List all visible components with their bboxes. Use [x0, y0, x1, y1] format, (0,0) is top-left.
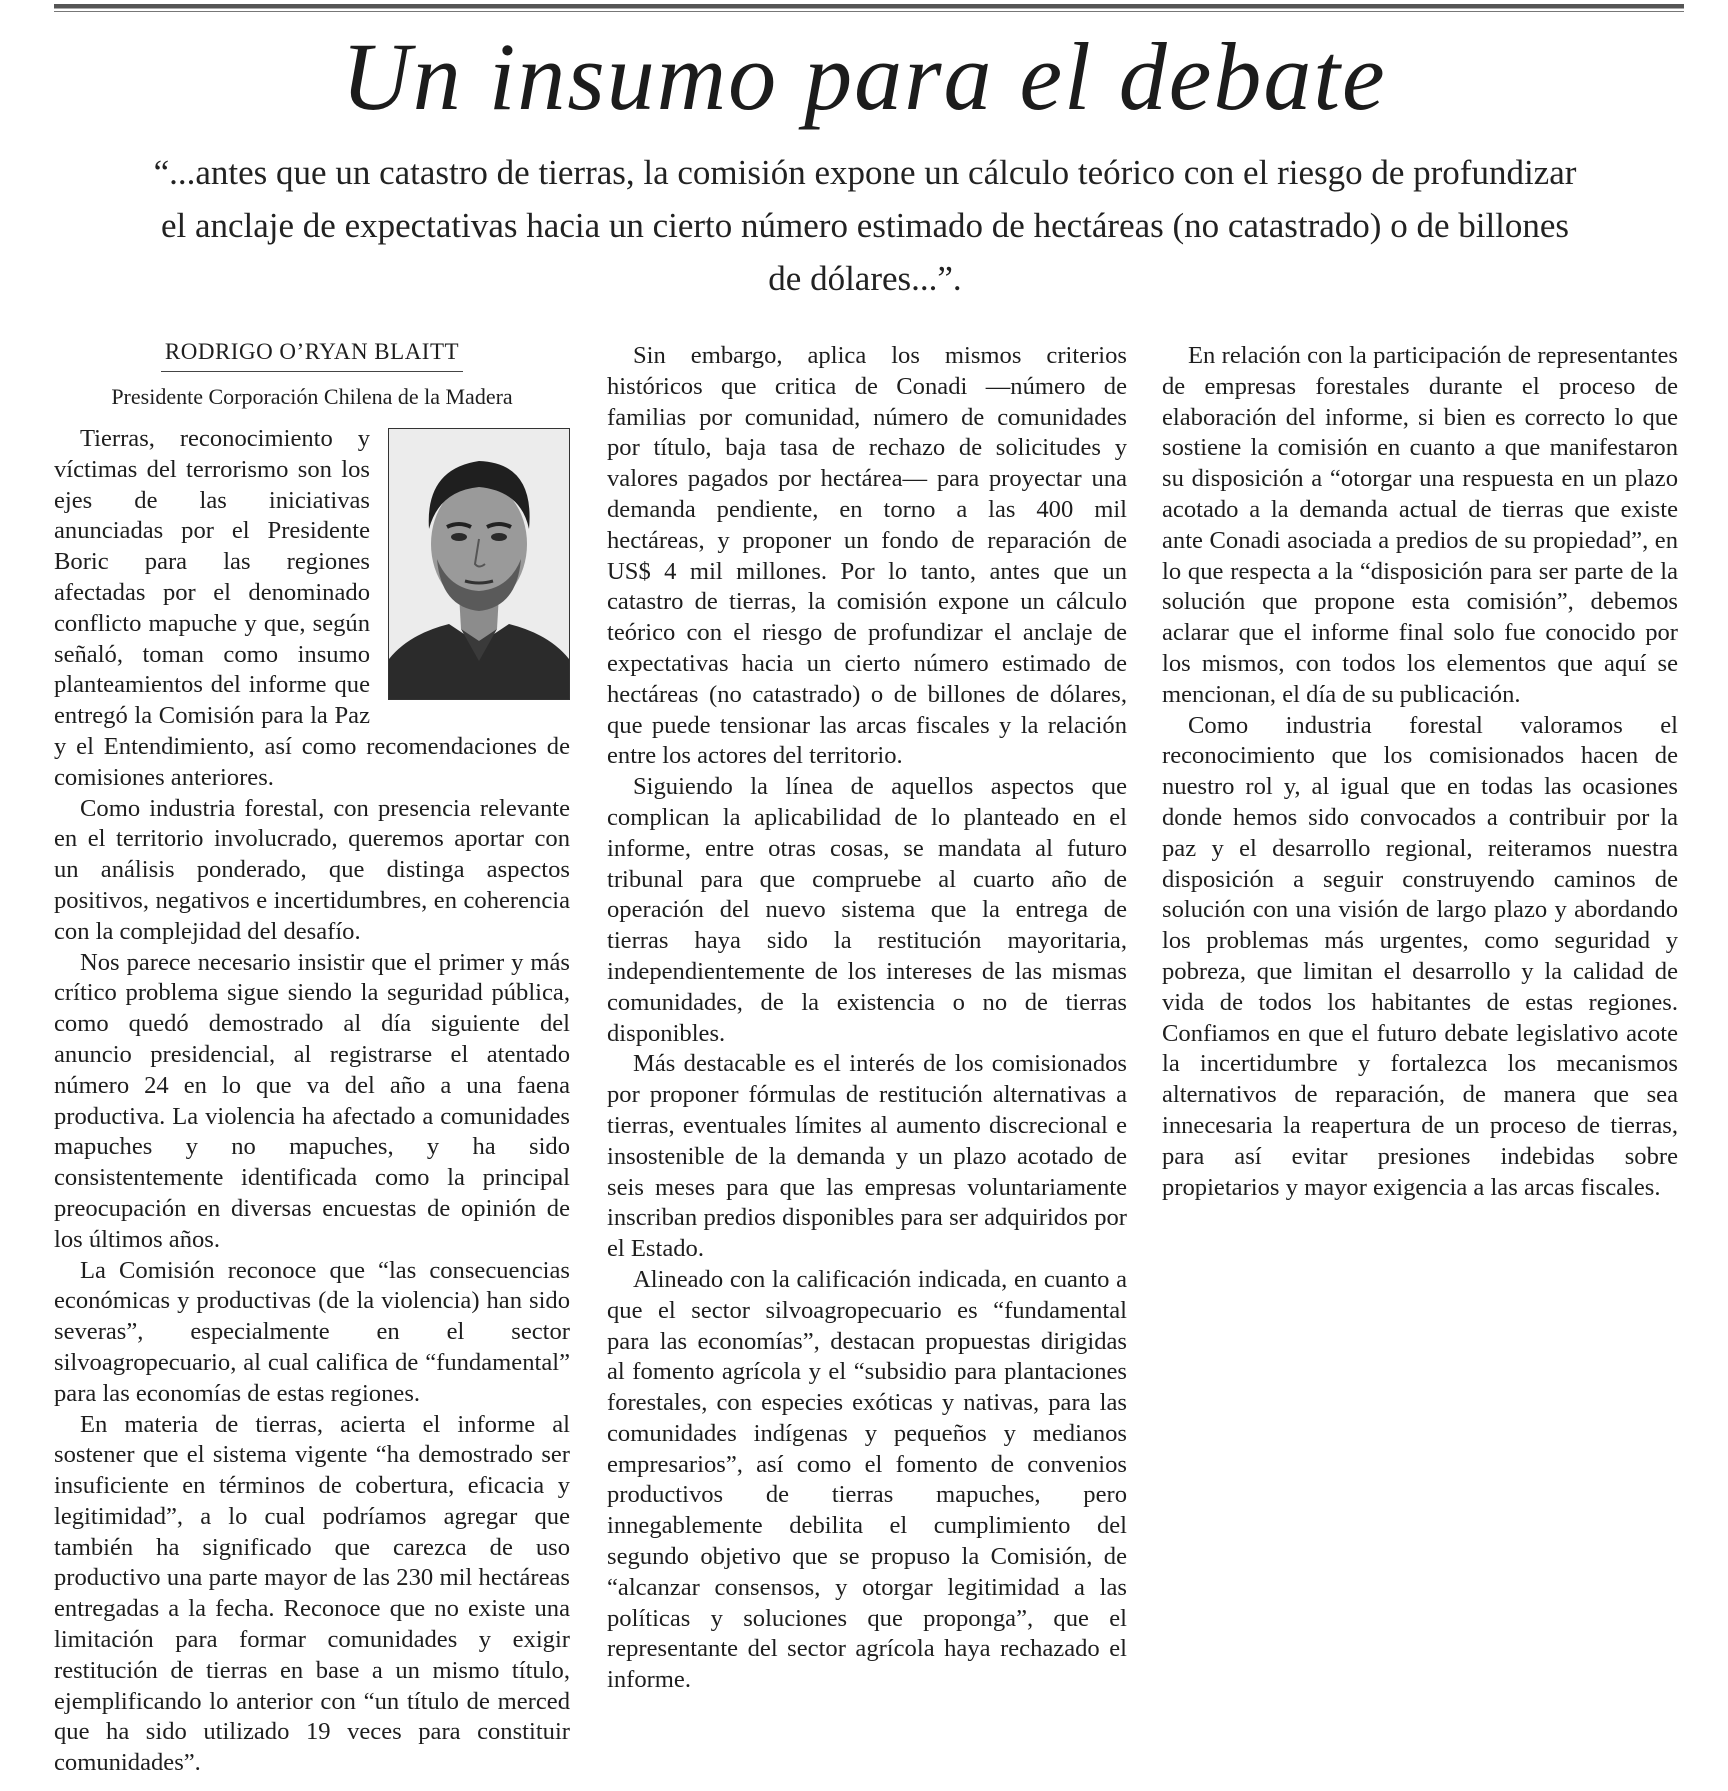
paragraph-6: Sin embargo, aplica los mismos criterios históricos que critica de Conadi —número de familias por comunidad, número de comunidades por título, baja tasa de rechazo de solicitudes y valores pagados por hectárea— para proyectar una demanda pendiente, en torno a las 400 mil hectáreas, y proponer un fondo de reparación de US$ 4 mil millones. Por lo tanto, antes que un catastro de tierras, la comisión expone un cálculo teórico con el riesgo de profundizar el anclaje de expectativas hacia un cierto número estimado de hectáreas (no catastrado) o de billones de dólares, que puede tensionar las arcas fiscales y la relación entre los actores del territorio. [607, 342, 1127, 770]
paragraph-3: Nos parece necesario insistir que el primer y más crítico problema sigue siendo la seguridad pública, como quedó demostrado al día siguiente del anuncio presidencial, al registrarse el atentado número 24 en lo que va del año a una faena productiva. La violencia ha afectado a comunidades mapuches y no mapuches, y ha sido consistentemente identificada como la principal preocupación en diversas encuestas de opinión de los últimos años. [54, 948, 570, 1253]
column-3 [1162, 341, 1678, 1203]
author-name: RODRIGO O’RYAN BLAITT [161, 337, 463, 372]
paragraph-5: En materia de tierras, acierta el informe al sostener que el sistema vigente “ha demostrado ser insuficiente en términos de cobertura, eficacia y legitimidad”, a lo cual podríamos agregar que también ha significado que carezca de uso productivo una parte mayor de las 230 mil hectáreas entregadas a la fecha. Reconoce que no existe una limitación para formar comunidades y exigir restitución de tierras en base a un mismo título, ejemplificando lo anterior con “un título de merced que ha sido utilizado 19 veces para constituir comunidades”. [54, 1410, 570, 1777]
author-portrait-icon [388, 428, 570, 700]
top-rule-thin [54, 11, 1684, 12]
paragraph-11: Como industria forestal valoramos el reconocimiento que los comisionados hacen de nuestro rol y, al igual que en todas las ocasiones donde hemos sido convocados a contribuir por la paz y el desarrollo regional, reiteramos nuestra disposición a seguir construyendo caminos de solución con una visión de largo plazo y abordando los problemas más urgentes, como seguridad y pobreza, que limitan el desarrollo y la calidad de vida de todos los habitantes de estas regiones. Confiamos en que el futuro debate legislativo acote la incertidumbre y fortalezca los mecanismos alternativos de reparación, de manera que sea innecesaria la reapertura de un proceso de tierras, para así evitar presiones indebidas sobre propietarios y mayor exigencia a las arcas fiscales. [1162, 711, 1678, 1201]
byline [54, 337, 570, 376]
pull-quote: “...antes que un catastro de tierras, la comisión expone un cálculo teórico con el riesgo de profundizar el anclaje de expectativas hacia un cierto número estimado de hectáreas (no catastrado) o de billones de dólares...”. [153, 153, 1577, 298]
column-2 [607, 341, 1127, 1696]
paragraph-8: Más destacable es el interés de los comisionados por proponer fórmulas de restitución alternativas a tierras, eventuales límites al aumento discrecional e insostenible de la demanda y un plazo acotado de seis meses para que las empresas voluntariamente inscriban predios disponibles para ser adquiridos por el Estado. [607, 1050, 1127, 1263]
headline: Un insumo para el debate [341, 23, 1387, 130]
paragraph-2: Como industria forestal, con presencia relevante en el territorio involucrado, queremos aportar con un análisis ponderado, que distinga aspectos positivos, negativos e incertidumbres, en coherencia con la complejidad del desafío. [54, 794, 570, 945]
paragraph-7: Siguiendo la línea de aquellos aspectos que complican la aplicabilidad de lo planteado en el informe, entre otras cosas, se mandata al futuro tribunal para que compruebe al cuarto año de operación del nuevo sistema que la entrega de tierras haya sido la restitución mayoritaria, independientemente de los intereses de las mismas comunidades, de la existencia o no de tierras disponibles. [607, 773, 1127, 1047]
column-1 [54, 337, 570, 1779]
paragraph-10: En relación con la participación de representantes de empresas forestales durante el proceso de elaboración del informe, si bien es correcto lo que sostiene la comisión en cuanto a que manifestaron su disposición a “otorgar una respuesta en un plazo acotado a la demanda actual de tierras que existe ante Conadi asociada a predios de su propiedad”, en lo que respecta a la “disposición para ser parte de la solución que propone esta comisión”, debemos aclarar que el informe final solo fue conocido por los mismos, con todos los elementos que aquí se mencionan, el día de su publicación. [1162, 342, 1678, 708]
top-rule [54, 4, 1684, 9]
paragraph-9: Alineado con la calificación indicada, en cuanto a que el sector silvoagropecuario es “fundamental para las economías”, destacan propuestas dirigidas al fomento agrícola y el “subsidio para plantaciones forestales, con especies exóticas y nativas, para las comunidades indígenas y pequeños y medianos empresarios”, así como el fomento de convenios productivos de tierras mapuches, pero innegablemente debilita el cumplimiento del segundo objetivo que se propuso la Comisión, de “alcanzar consensos, y otorgar legitimidad a las políticas y soluciones que proponga”, que el representante del sector agrícola haya rechazado el informe. [607, 1265, 1127, 1694]
paragraph-1: Tierras, reconocimiento y víctimas del terrorismo son los ejes de las iniciativas anunciadas por el Presidente Boric para las regiones afectadas por el denominado conflicto mapuche y que, según señaló, toman como insumo planteamientos del informe que entregó la Comisión para la Paz y el Entendimiento, así como recomendaciones de comisiones anteriores. [54, 425, 570, 791]
portrait-svg [389, 429, 569, 699]
author-role: Presidente Corporación Chilena de la Madera [111, 384, 513, 409]
paragraph-4: La Comisión reconoce que “las consecuencias económicas y productivas (de la violencia) han sido severas”, especialmente en el sector silvoagropecuario, al cual califica de “fundamental” para las economías de estas regiones. [54, 1256, 570, 1407]
